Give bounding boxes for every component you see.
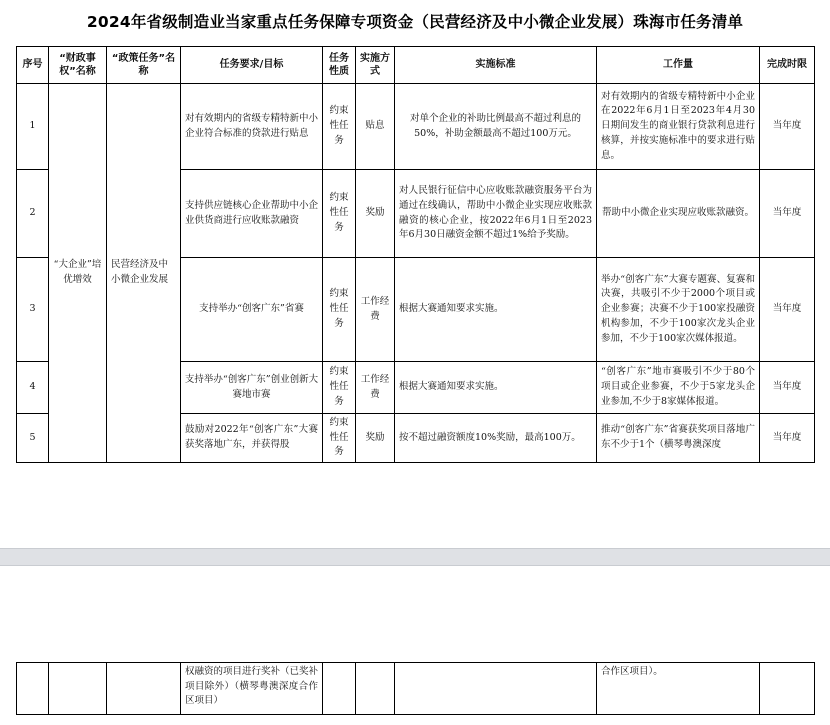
header-nature: 任务性质 [323, 47, 356, 84]
cell-work: 对有效期内的省级专精特新中小企业在2022年6月1日至2023年4月30日期间发生的商业银行贷款利息进行核算，并按实施标准中的要求进行贴息。 [597, 84, 760, 170]
cell-nature: 约束性任务 [323, 170, 356, 258]
cell-standard: 按不超过融资额度10%奖励，最高100万。 [395, 414, 597, 463]
cell-deadline: 当年度 [760, 170, 815, 258]
cell-req: 鼓励对2022年“创客广东”大赛获奖落地广东，并获得股 [181, 414, 323, 463]
task-table-continuation [16, 662, 815, 715]
cell-standard: 对单个企业的补助比例最高不超过利息的50%，补助金额最高不超过100万元。 [395, 84, 597, 170]
cell-seq: 2 [17, 170, 49, 258]
cell-deadline-empty [760, 663, 815, 715]
document-title: 2024年省级制造业当家重点任务保障专项资金（民营经济及中小微企业发展）珠海市任务清单 [86, 13, 744, 31]
cell-standard: 根据大赛通知要求实施。 [395, 258, 597, 362]
cell-nature: 约束性任务 [323, 258, 356, 362]
header-req: 任务要求/目标 [181, 47, 323, 84]
cell-method: 贴息 [356, 84, 395, 170]
cell-seq-empty [17, 663, 49, 715]
header-work: 工作量 [597, 47, 760, 84]
table-row-continued [17, 663, 815, 715]
cell-req: 支持供应链核心企业帮助中小企业供货商进行应收账款融资 [181, 170, 323, 258]
cell-work: 举办“创客广东”大赛专题赛、复赛和决赛，共吸引不少于2000个项目或企业参赛；决赛不少于100家投融资机构参加，不少于100家次龙头企业参加，不少于100家次媒体报道。 [597, 258, 760, 362]
cell-work: 帮助中小微企业实现应收账款融资。 [597, 170, 760, 258]
cell-seq: 5 [17, 414, 49, 463]
cell-work-continued: 合作区项目）。 [597, 663, 760, 715]
cell-seq: 3 [17, 258, 49, 362]
cell-req: 支持举办“创客广东”创业创新大赛地市赛 [181, 362, 323, 414]
cell-req: 对有效期内的省级专精特新中小企业符合标准的贷款进行贴息 [181, 84, 323, 170]
cell-req: 支持举办“创客广东”省赛 [181, 258, 323, 362]
cell-standard: 对人民银行征信中心应收账款融资服务平台为通过在线确认，帮助中小微企业实现应收账款融资的核心企业，按2022年6月1日至2023年6月30日融资金额不超过1%给予奖励。 [395, 170, 597, 258]
cell-standard: 根据大赛通知要求实施。 [395, 362, 597, 414]
cell-nature: 约束性任务 [323, 84, 356, 170]
cell-method: 奖励 [356, 170, 395, 258]
table-header-row [17, 47, 815, 84]
cell-seq: 4 [17, 362, 49, 414]
cell-deadline: 当年度 [760, 414, 815, 463]
cell-seq: 1 [17, 84, 49, 170]
cell-method-empty [356, 663, 395, 715]
header-fin: “财政事权”名称 [49, 47, 107, 84]
cell-fin-empty [49, 663, 107, 715]
header-standard: 实施标准 [395, 47, 597, 84]
cell-fin-merged: “大企业”培优增效 [49, 84, 107, 463]
table-row [17, 84, 815, 170]
cell-deadline: 当年度 [760, 362, 815, 414]
header-policy: “政策任务”名称 [107, 47, 181, 84]
cell-work: 推动“创客广东”省赛获奖项目落地广东不少于1个（横琴粤澳深度 [597, 414, 760, 463]
header-seq: 序号 [17, 47, 49, 84]
cell-nature: 约束性任务 [323, 362, 356, 414]
page-break-band [0, 548, 830, 566]
cell-method: 奖励 [356, 414, 395, 463]
cell-policy-empty [107, 663, 181, 715]
cell-policy-merged: 民营经济及中小微企业发展 [107, 84, 181, 463]
task-table [16, 46, 815, 463]
cell-deadline: 当年度 [760, 84, 815, 170]
header-deadline: 完成时限 [760, 47, 815, 84]
cell-method: 工作经费 [356, 362, 395, 414]
cell-method: 工作经费 [356, 258, 395, 362]
header-method: 实施方式 [356, 47, 395, 84]
cell-deadline: 当年度 [760, 258, 815, 362]
cell-nature: 约束性任务 [323, 414, 356, 463]
cell-req-continued: 权融资的项目进行奖补（已奖补项目除外）（横琴粤澳深度合作区项目） [181, 663, 323, 715]
cell-standard-empty [395, 663, 597, 715]
cell-nature-empty [323, 663, 356, 715]
cell-work: “创客广东”地市赛吸引不少于80个项目或企业参赛，不少于5家龙头企业参加,不少于8家媒体报道。 [597, 362, 760, 414]
